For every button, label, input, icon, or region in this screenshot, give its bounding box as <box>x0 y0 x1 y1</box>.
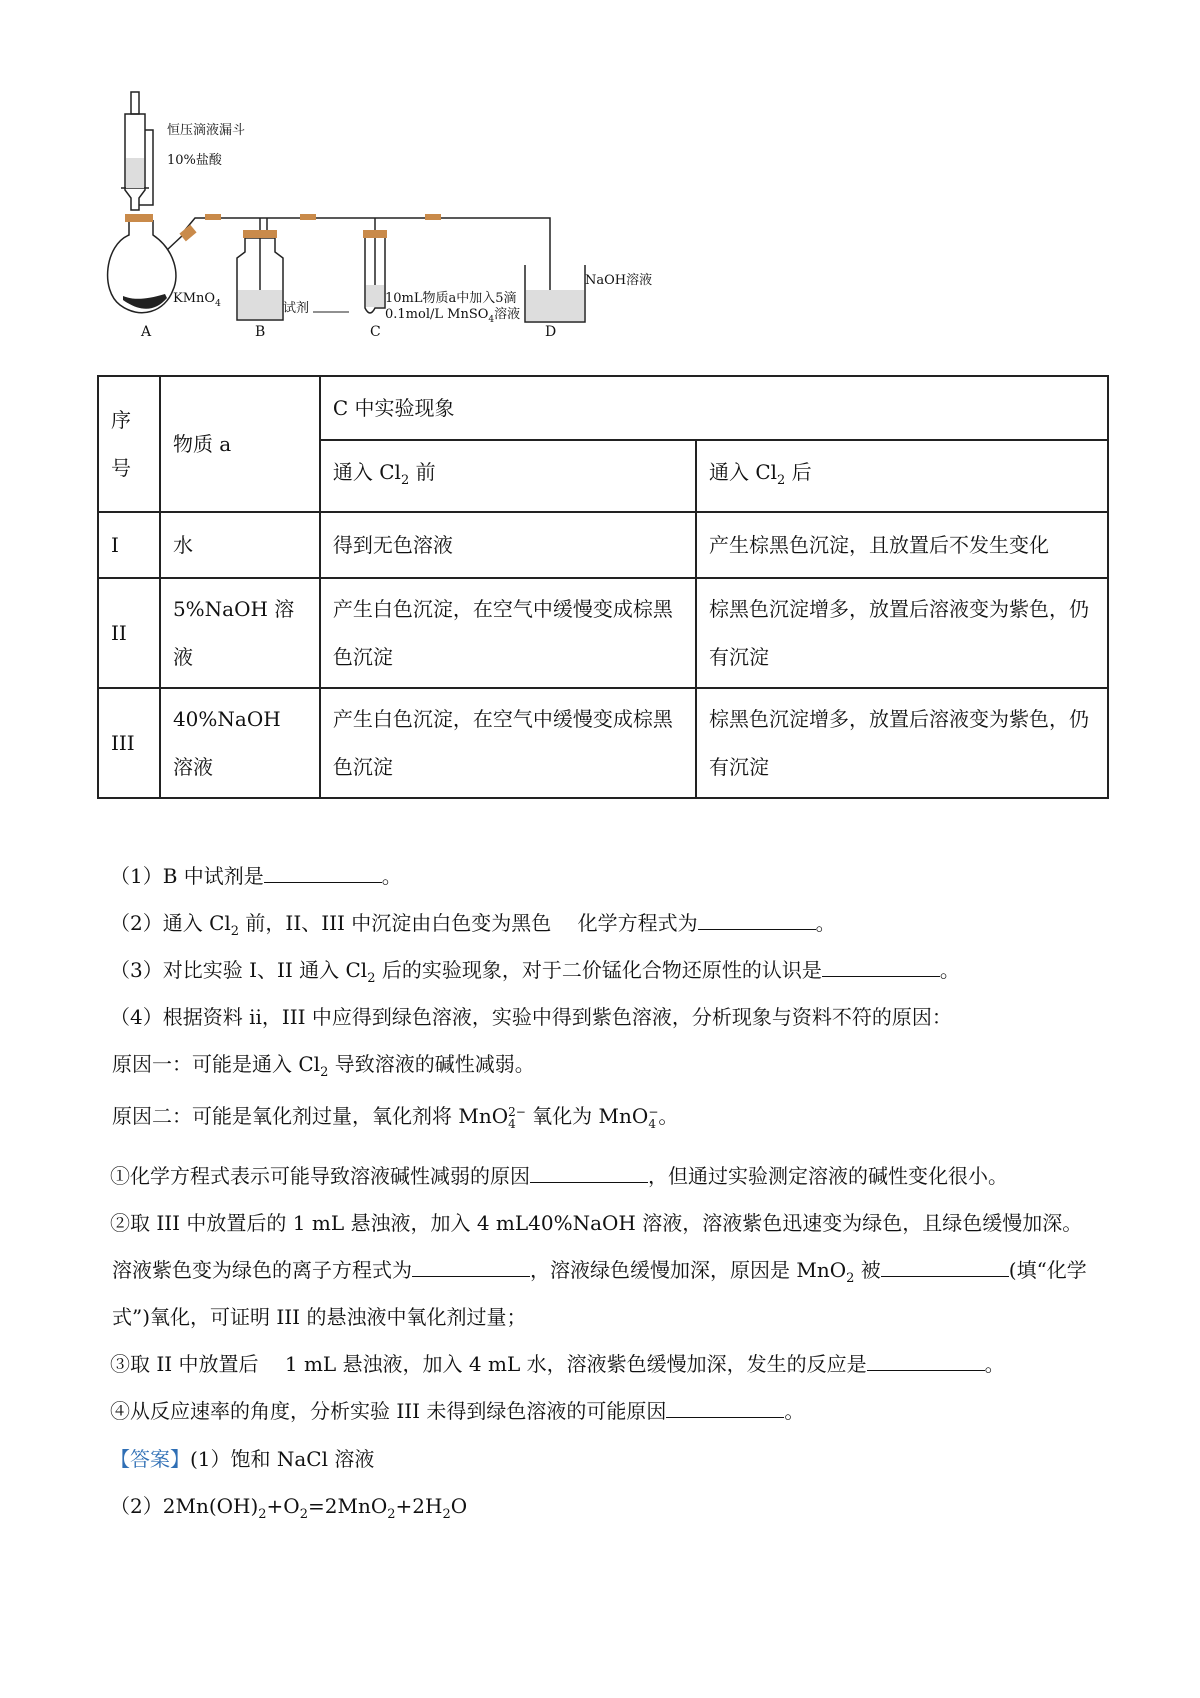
header-phenomenon: C 中实验现象 <box>320 376 1108 440</box>
row-seq: III <box>98 688 160 798</box>
table-row <box>98 688 1108 798</box>
row-before: 产生白色沉淀，在空气中缓慢变成棕黑色沉淀 <box>320 688 696 798</box>
row-seq: I <box>98 512 160 578</box>
observation-table <box>97 375 1109 799</box>
answer-blank <box>881 1258 1009 1277</box>
subquestion-2-line2: 溶液紫色变为绿色的离子方程式为 ，溶液绿色缓慢加深，原因是 MnO$_2$ 被 (填“化学 <box>112 1258 1087 1286</box>
row-after: 棕黑色沉淀增多，放置后溶液变为紫色，仍有沉淀 <box>696 578 1108 688</box>
label-kmno4: KMnO$_4$ <box>173 291 221 309</box>
subquestion-4: ④从反应速率的角度，分析实验 III 未得到绿色溶液的可能原因 。 <box>110 1399 805 1423</box>
funnel-top-stem <box>131 92 139 114</box>
label-acid: 10%盐酸 <box>167 153 222 168</box>
reason-1: 原因一：可能是通入 $Cl_2$ 导致溶液的碱性减弱。 <box>112 1052 535 1080</box>
header-seq: 序 号 <box>98 376 160 512</box>
row-material: 水 <box>160 512 320 578</box>
row-seq: II <box>98 578 160 688</box>
letter-d: D <box>545 324 557 340</box>
answer-blank <box>666 1399 784 1418</box>
question-3: （3）对比实验 I、II 通入 $Cl_2$ 后的实验现象，对于二价锰化合物还原性的认识是 。 <box>110 958 960 986</box>
row-after: 棕黑色沉淀增多，放置后溶液变为紫色，仍有沉淀 <box>696 688 1108 798</box>
subquestion-1: ①化学方程式表示可能导致溶液碱性减弱的原因 ，但通过实验测定溶液的碱性变化很小。 <box>110 1164 1008 1188</box>
answer-1: 【答案】(1）饱和 NaCl 溶液 <box>110 1447 375 1471</box>
answer-2: $(2)2Mn(OH)_2+O_2=2MnO_2+2H_2O$ <box>110 1494 468 1522</box>
question-2: （2）通入 $Cl_2$ 前，II、III 中沉淀由白色变为黑色 化学方程式为 。 <box>110 911 836 939</box>
answer-blank <box>698 911 816 930</box>
letter-b: B <box>255 324 266 340</box>
label-reagent: 试剂 <box>283 301 310 316</box>
row-after: 产生棕黑色沉淀，且放置后不发生变化 <box>696 512 1108 578</box>
table-row <box>98 578 1108 688</box>
row-material: 40%NaOH 溶液 <box>160 688 320 798</box>
letter-c: C <box>370 324 381 340</box>
label-naoh: NaOH溶液 <box>585 273 653 288</box>
label-c-line2: 0.1mol/L MnSO$_4$溶液 <box>385 307 521 325</box>
row-material: 5%NaOH 溶液 <box>160 578 320 688</box>
question-4: （4）根据资料 ii，III 中应得到绿色溶液，实验中得到紫色溶液，分析现象与资料不符的原因： <box>110 1005 952 1029</box>
answer-blank <box>822 958 940 977</box>
header-after: 通入 $Cl_2$ 后 <box>696 440 1108 512</box>
reason-2: 原因二：可能是氧化剂过量，氧化剂将 MnO2− 4 氧化为 MnO− 4 。 <box>112 1104 679 1131</box>
answer-blank <box>530 1164 648 1183</box>
subquestion-2-line1: ②取 III 中放置后的 1 mL 悬浊液，加入 4 mL40%NaOH 溶液，溶液紫色迅速变为绿色，且绿色缓慢加深。 <box>110 1211 1083 1235</box>
header-before: 通入 $Cl_2$ 前 <box>320 440 696 512</box>
header-material: 物质 a <box>160 376 320 512</box>
label-funnel: 恒压滴液漏斗 <box>167 123 246 138</box>
row-before: 得到无色溶液 <box>320 512 696 578</box>
row-before: 产生白色沉淀，在空气中缓慢变成棕黑色沉淀 <box>320 578 696 688</box>
answer-blank <box>412 1258 530 1277</box>
answer-blank <box>867 1352 985 1371</box>
subquestion-3: ③取 II 中放置后 1 mL 悬浊液，加入 4 mL 水，溶液紫色缓慢加深，发生的反应是 。 <box>110 1352 1005 1376</box>
apparatus-diagram <box>95 90 725 375</box>
answer-tag: 【答案】 <box>110 1447 190 1471</box>
subquestion-2-line3: 式”)氧化，可证明 III 的悬浊液中氧化剂过量； <box>112 1305 527 1329</box>
question-1: （1）B 中试剂是 。 <box>110 864 402 888</box>
answer-blank <box>264 864 382 883</box>
table-row <box>98 512 1108 578</box>
letter-a: A <box>141 324 152 340</box>
label-c-line1: 10mL物质a中加入5滴 <box>385 291 517 306</box>
